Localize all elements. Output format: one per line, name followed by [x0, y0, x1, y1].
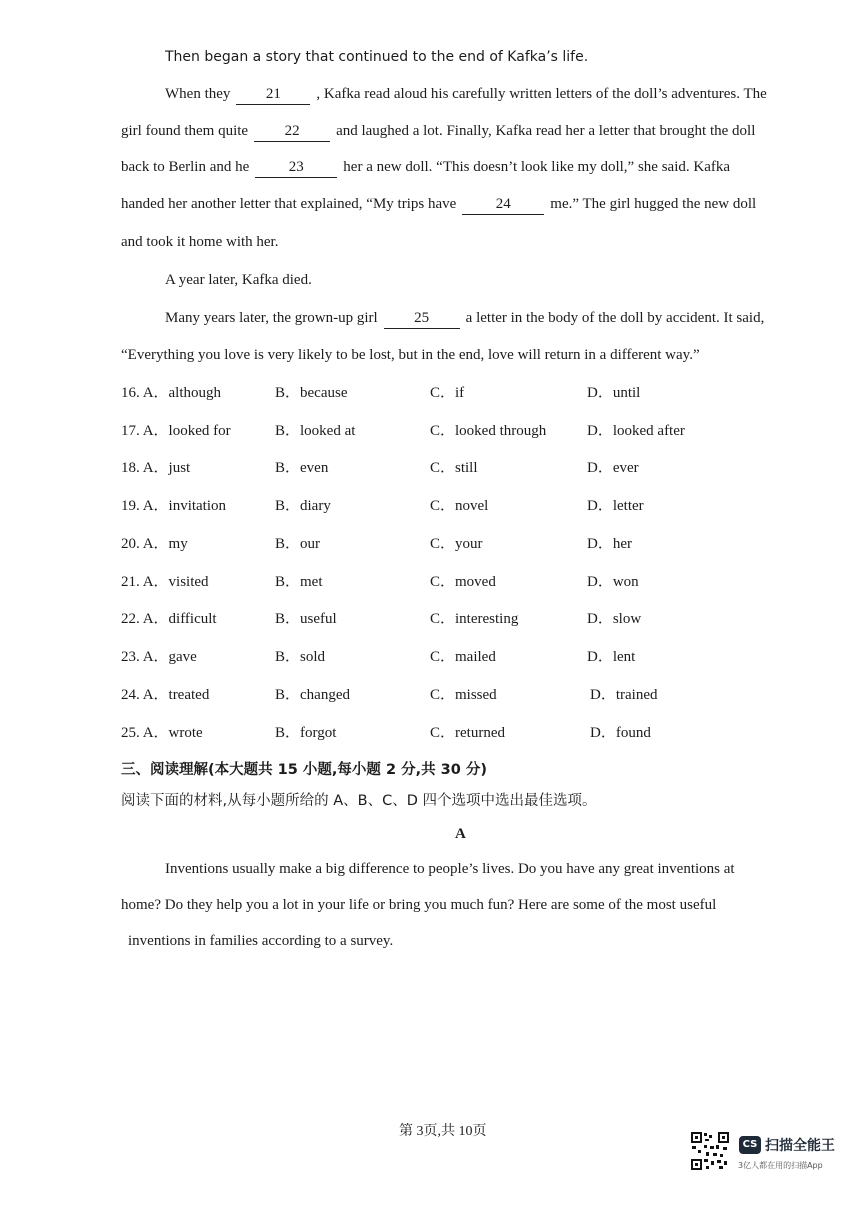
- option-d: D．letter: [587, 498, 644, 514]
- option-a: A．although: [142, 385, 222, 401]
- question-16: [121, 383, 221, 403]
- section-instruction: 阅读下面的材料,从每小题所给的 A、B、C、D 四个选项中选出最佳选项。: [121, 793, 597, 809]
- option-a: A．looked for: [142, 423, 231, 439]
- blank-21: 21: [236, 84, 310, 105]
- text-segment: girl found them quite: [121, 123, 249, 139]
- option-c: C．your: [430, 536, 483, 552]
- option-b: B．met: [275, 574, 323, 590]
- blank-22: 22: [254, 121, 330, 142]
- option-d: D．looked after: [587, 423, 685, 439]
- text-segment: When they: [165, 86, 231, 102]
- passage-line-6: and took it home with her.: [121, 234, 279, 250]
- option-c: C．novel: [430, 498, 489, 514]
- option-d: D．won: [587, 574, 639, 590]
- blank-24: 24: [462, 194, 544, 215]
- option-b: B．even: [275, 460, 329, 476]
- option-c: C．missed: [430, 687, 497, 703]
- option-c: C．still: [430, 460, 478, 476]
- option-b: B．our: [275, 536, 321, 552]
- option-b: B．changed: [275, 687, 350, 703]
- option-a: A．difficult: [142, 611, 217, 627]
- option-d: D．trained: [590, 687, 658, 703]
- option-a: A．invitation: [142, 498, 227, 514]
- option-d: D．found: [590, 725, 651, 741]
- camscanner-tagline: 3亿人都在用的扫描App: [738, 1161, 823, 1170]
- passage-line-5: [121, 194, 756, 215]
- option-a: A．treated: [142, 687, 210, 703]
- intro-line-3: inventions in families according to a survey.: [128, 933, 394, 949]
- text-segment: me.” The girl hugged the new doll: [550, 196, 757, 212]
- question-number: 24.: [121, 687, 140, 703]
- option-d: D．until: [587, 385, 641, 401]
- camscanner-name: 扫描全能王: [765, 1138, 835, 1154]
- question-19: [121, 496, 226, 516]
- question-18: [121, 458, 190, 478]
- question-23: [121, 647, 197, 667]
- text-segment: a letter in the body of the doll by accident. It said,: [465, 310, 765, 326]
- option-c: C．if: [430, 385, 465, 401]
- question-number: 21.: [121, 574, 140, 590]
- option-b: B．because: [275, 385, 348, 401]
- text-segment: handed her another letter that explained, “My trips have: [121, 196, 457, 212]
- question-number: 20.: [121, 536, 140, 552]
- question-24: [121, 685, 209, 705]
- option-a: A．gave: [142, 649, 197, 665]
- question-number: 19.: [121, 498, 140, 514]
- question-21: [121, 572, 209, 592]
- question-number: 18.: [121, 460, 140, 476]
- passage-line-4: [121, 157, 730, 178]
- passage-line-3: [121, 121, 755, 142]
- option-a: A．just: [142, 460, 191, 476]
- intro-line-2: home? Do they help you a lot in your life or bring you much fun? Here are some of the most useful: [121, 897, 717, 913]
- option-d: D．ever: [587, 460, 639, 476]
- blank-25: 25: [384, 308, 460, 329]
- camscanner-logo: CS: [739, 1136, 761, 1154]
- option-b: B．forgot: [275, 725, 337, 741]
- option-c: C．looked through: [430, 423, 547, 439]
- option-c: C．returned: [430, 725, 505, 741]
- section-heading: 三、阅读理解(本大题共 15 小题,每小题 2 分,共 30 分): [121, 762, 488, 778]
- option-d: D．lent: [587, 649, 636, 665]
- question-17: [121, 421, 231, 441]
- text-segment: her a new doll. “This doesn’t look like my doll,” she said. Kafka: [343, 159, 731, 175]
- option-a: A．wrote: [142, 725, 203, 741]
- question-number: 17.: [121, 423, 140, 439]
- option-b: B．diary: [275, 498, 331, 514]
- passage-line-9: “Everything you love is very likely to be lost, but in the end, love will return in a different way.”: [121, 347, 700, 363]
- blank-23: 23: [255, 157, 337, 178]
- intro-line-1: Inventions usually make a big difference to people’s lives. Do you have any great inventions at: [165, 861, 735, 877]
- question-20: [121, 534, 188, 554]
- option-a: A．visited: [142, 574, 209, 590]
- question-number: 25.: [121, 725, 140, 741]
- passage-line-7: A year later, Kafka died.: [165, 272, 312, 288]
- question-22: [121, 609, 217, 629]
- option-b: B．useful: [275, 611, 337, 627]
- text-segment: Many years later, the grown-up girl: [165, 310, 378, 326]
- option-a: A．my: [142, 536, 188, 552]
- option-c: C．moved: [430, 574, 496, 590]
- question-number: 22.: [121, 611, 140, 627]
- option-b: B．sold: [275, 649, 326, 665]
- passage-label: A: [455, 826, 466, 842]
- question-number: 16.: [121, 385, 140, 401]
- option-c: C．interesting: [430, 611, 519, 627]
- question-25: [121, 723, 203, 743]
- option-d: D．slow: [587, 611, 642, 627]
- page-footer: 第 3页,共 10页: [399, 1124, 487, 1139]
- text-segment: back to Berlin and he: [121, 159, 250, 175]
- text-segment: , Kafka read aloud his carefully written letters of the doll’s adventures. The: [316, 86, 767, 102]
- passage-line-1: Then began a story that continued to the end of Kafka’s life.: [165, 49, 589, 65]
- qr-code-icon: [690, 1131, 730, 1171]
- option-c: C．mailed: [430, 649, 496, 665]
- passage-line-2: [165, 84, 767, 105]
- option-b: B．looked at: [275, 423, 356, 439]
- text-segment: and laughed a lot. Finally, Kafka read her a letter that brought the doll: [336, 123, 756, 139]
- question-number: 23.: [121, 649, 140, 665]
- passage-line-8: [165, 308, 764, 329]
- option-d: D．her: [587, 536, 632, 552]
